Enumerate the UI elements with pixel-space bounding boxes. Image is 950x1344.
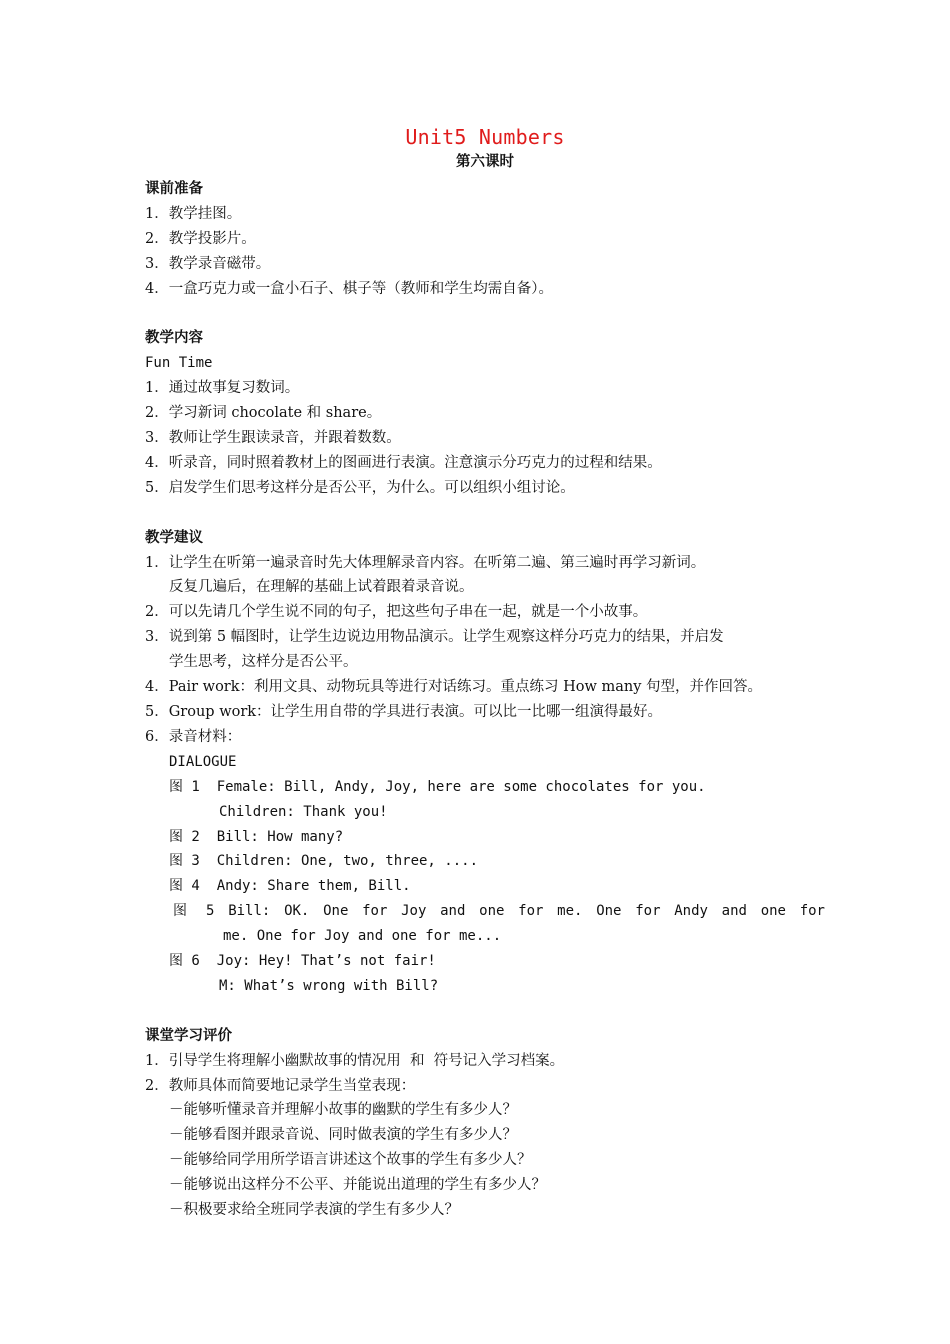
advice-item-continued: 学生思考，这样分是否公平。 xyxy=(169,654,358,671)
dialogue-line: 图 4 Andy: Share them, Bill. xyxy=(169,878,411,895)
evaluation-item: 1．引导学生将理解小幽默故事的情况用 和 符号记入学习档案。 xyxy=(145,1052,565,1069)
section-heading-prep: 课前准备 xyxy=(145,180,203,197)
content-item: 5．启发学生们思考这样分是否公平，为什么。可以组织小组讨论。 xyxy=(145,479,575,496)
spacer xyxy=(145,999,825,1024)
section-heading-evaluation: 课堂学习评价 xyxy=(145,1026,232,1044)
dialogue-line: M: What’s wrong with Bill? xyxy=(219,977,439,994)
section-heading-advice: 教学建议 xyxy=(145,528,203,546)
document-body xyxy=(145,122,825,1223)
prep-item: 4．一盒巧克力或一盒小石子、棋子等（教师和学生均需自备）。 xyxy=(145,280,553,297)
advice-item: 5．Group work：让学生用自带的学具进行表演。可以比一比哪一组演得最好。 xyxy=(145,704,663,720)
content-item: 1．通过故事复习数词。 xyxy=(145,380,300,397)
dialogue-line: 图 1 Female: Bill, Andy, Joy, here are some chocolates for you. xyxy=(169,778,706,795)
evaluation-item: 2．教师具体而简要地记录学生当堂表现： xyxy=(145,1077,416,1094)
content-subheading: Fun Time xyxy=(145,355,213,372)
content-item: 3．教师让学生跟读录音，并跟着数数。 xyxy=(145,430,401,447)
evaluation-point: －能够给同学用所学语言讲述这个故事的学生有多少人？ xyxy=(169,1152,532,1169)
dialogue-label: DIALOGUE xyxy=(169,753,237,770)
spacer xyxy=(145,302,825,327)
lesson-subtitle: 第六课时 xyxy=(456,153,514,170)
advice-item: 2．可以先请几个学生说不同的句子，把这些句子串在一起，就是一个小故事。 xyxy=(145,604,648,621)
spacer xyxy=(145,501,825,526)
prep-item: 1．教学挂图。 xyxy=(145,205,242,222)
prep-item: 2．教学投影片。 xyxy=(145,230,256,247)
advice-item: 6．录音材料： xyxy=(145,728,242,745)
evaluation-point: －积极要求给全班同学表演的学生有多少人？ xyxy=(169,1202,459,1219)
dialogue-line: 图 3 Children: One, two, three, .... xyxy=(169,853,479,870)
dialogue-line: Children: Thank you! xyxy=(219,803,388,820)
advice-item: 1．让学生在听第一遍录音时先大体理解录音内容。在听第二遍、第三遍时再学习新词。 xyxy=(145,554,706,571)
content-item: 4．听录音，同时照着教材上的图画进行表演。注意演示分巧克力的过程和结果。 xyxy=(145,454,662,471)
section-heading-content: 教学内容 xyxy=(145,329,203,347)
content-item: 2．学习新词 chocolate 和 share。 xyxy=(145,405,382,422)
evaluation-point: －能够说出这样分不公平、并能说出道理的学生有多少人？ xyxy=(169,1177,546,1194)
dialogue-line: 图 5 Bill: OK. One for Joy and one for me. One for Andy and one for xyxy=(173,903,825,920)
dialogue-line: 图 2 Bill: How many? xyxy=(169,828,344,845)
page-title: Unit5 Numbers xyxy=(405,125,565,149)
evaluation-point: －能够听懂录音并理解小故事的幽默的学生有多少人？ xyxy=(169,1102,517,1119)
prep-item: 3．教学录音磁带。 xyxy=(145,255,271,272)
advice-item-continued: 反复几遍后，在理解的基础上试着跟着录音说。 xyxy=(169,579,474,596)
advice-item: 4．Pair work：利用文具、动物玩具等进行对话练习。重点练习 How many 句型，并作回答。 xyxy=(145,679,763,696)
dialogue-line: me. One for Joy and one for me... xyxy=(223,928,502,945)
advice-item: 3．说到第 5 幅图时，让学生边说边用物品演示。让学生观察这样分巧克力的结果，并启发 xyxy=(145,629,724,646)
evaluation-point: －能够看图并跟录音说、同时做表演的学生有多少人？ xyxy=(169,1127,517,1144)
dialogue-line: 图 6 Joy: Hey! That’s not fair! xyxy=(169,953,436,970)
